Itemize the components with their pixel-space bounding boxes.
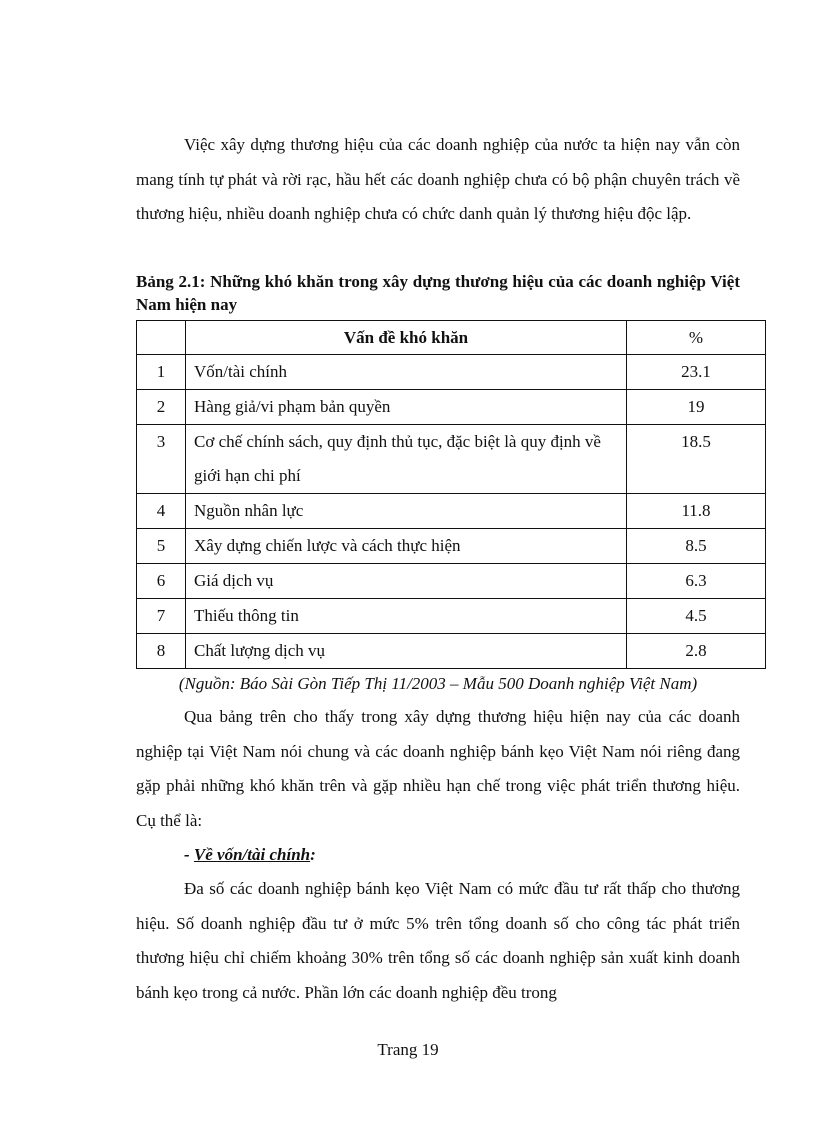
capital-paragraph: Đa số các doanh nghiệp bánh kẹo Việt Nam có mức đầu tư rất thấp cho thương hiệu. Số doanh nghiệp đầu tư ở mức 5% trên tổng doanh số cho công tác phát triển thương hiệu chỉ chiếm khoảng 30% trên tổng số các doanh nghiệp sản xuất kinh doanh bánh kẹo trong cả nước. Phần lớn các doanh nghiệp đều trong bbox=[136, 879, 740, 1002]
table-row bbox=[137, 564, 766, 599]
row-issue: Nguồn nhân lực bbox=[186, 494, 627, 529]
row-issue: Giá dịch vụ bbox=[186, 564, 627, 599]
table-row bbox=[137, 634, 766, 669]
row-issue: Thiếu thông tin bbox=[186, 599, 627, 634]
row-number: 4 bbox=[137, 494, 186, 529]
table-header-row bbox=[137, 321, 766, 355]
section-heading-suffix: : bbox=[310, 845, 316, 864]
intro-paragraph: Việc xây dựng thương hiệu của các doanh nghiệp của nước ta hiện nay vẫn còn mang tính tự phát và rời rạc, hầu hết các doanh nghiệp chưa có bộ phận chuyên trách về thương hiệu, nhiều doanh nghiệp chưa có chức danh quản lý thương hiệu độc lập. bbox=[136, 135, 740, 223]
table-row bbox=[137, 494, 766, 529]
row-number: 6 bbox=[137, 564, 186, 599]
table-row bbox=[137, 599, 766, 634]
row-number: 7 bbox=[137, 599, 186, 634]
table-row bbox=[137, 529, 766, 564]
row-percent: 8.5 bbox=[627, 529, 766, 564]
row-issue: Xây dựng chiến lược và cách thực hiện bbox=[186, 529, 627, 564]
row-issue: Hàng giả/vi phạm bản quyền bbox=[186, 390, 627, 425]
page-number: Trang 19 bbox=[377, 1040, 439, 1059]
row-issue: Vốn/tài chính bbox=[186, 355, 627, 390]
row-number: 3 bbox=[137, 425, 186, 494]
row-number: 5 bbox=[137, 529, 186, 564]
row-percent: 18.5 bbox=[627, 425, 766, 494]
row-percent: 4.5 bbox=[627, 599, 766, 634]
row-issue: Cơ chế chính sách, quy định thủ tục, đặc biệt là quy định về giới hạn chi phí bbox=[186, 425, 627, 494]
section-heading bbox=[184, 838, 316, 872]
row-number: 1 bbox=[137, 355, 186, 390]
header-issue: Vấn đề khó khăn bbox=[186, 321, 627, 355]
row-percent: 2.8 bbox=[627, 634, 766, 669]
table-source-note: (Nguồn: Báo Sài Gòn Tiếp Thị 11/2003 – Mẫu 500 Doanh nghiệp Việt Nam) bbox=[178, 674, 698, 693]
row-number: 2 bbox=[137, 390, 186, 425]
section-heading-title: Về vốn/tài chính bbox=[193, 845, 311, 864]
analysis-paragraph: Qua bảng trên cho thấy trong xây dựng thương hiệu hiện nay của các doanh nghiệp tại Việt Nam nói chung và các doanh nghiệp bánh kẹo Việt Nam nói riêng đang gặp phải những khó khăn trên và gặp nhiều hạn chế trong việc phát triển thương hiệu. Cụ thể là: bbox=[136, 707, 740, 830]
row-percent: 11.8 bbox=[627, 494, 766, 529]
row-issue: Chất lượng dịch vụ bbox=[186, 634, 627, 669]
table-row bbox=[137, 425, 766, 494]
row-percent: 23.1 bbox=[627, 355, 766, 390]
row-percent: 6.3 bbox=[627, 564, 766, 599]
row-number: 8 bbox=[137, 634, 186, 669]
section-heading-prefix: - bbox=[184, 845, 194, 864]
difficulties-table bbox=[136, 320, 766, 669]
header-percent: % bbox=[627, 321, 766, 355]
header-index bbox=[137, 321, 186, 355]
row-percent: 19 bbox=[627, 390, 766, 425]
table-row bbox=[137, 355, 766, 390]
table-caption: Bảng 2.1: Những khó khăn trong xây dựng thương hiệu của các doanh nghiệp Việt Nam hiện nay bbox=[136, 272, 740, 314]
table-row bbox=[137, 390, 766, 425]
